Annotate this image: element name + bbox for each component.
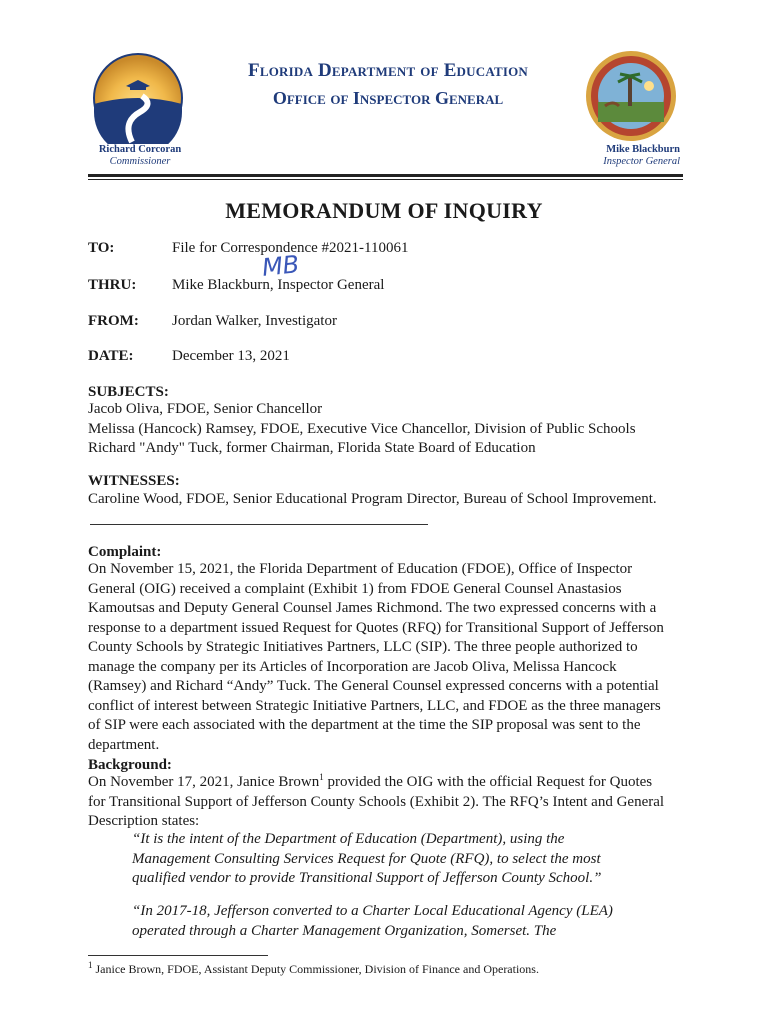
complaint-line: General (OIG) received a complaint (Exhibit 1) from FDOE General Counsel Anastasios xyxy=(88,580,622,597)
footnote xyxy=(88,962,539,977)
quote-line: qualified vendor to provide Transitional Support of Jefferson County School.” xyxy=(132,870,602,886)
witness-item: Caroline Wood, FDOE, Senior Educational Program Director, Bureau of School Improvement. xyxy=(88,491,657,507)
to-label: TO: xyxy=(88,240,115,256)
state-of-florida-seal xyxy=(585,50,677,142)
complaint-line: response to a department issued Request for Quotes (RFQ) for Transitional Support of Jefferson xyxy=(88,619,664,636)
subjects-heading: SUBJECTS: xyxy=(88,384,169,400)
inspector-general-name: Mike Blackburn xyxy=(606,144,680,155)
witnesses-heading: WITNESSES: xyxy=(88,473,180,489)
complaint-heading: Complaint: xyxy=(88,544,162,560)
background-line1-end: provided the OIG with the official Request for Quotes xyxy=(323,774,653,790)
footnote-marker: 1 xyxy=(88,960,93,970)
complaint-line: (Ramsey) and Richard “Andy” Tuck. The General Counsel expressed concerns with a potential xyxy=(88,678,659,694)
rfq-quote-2 xyxy=(132,902,692,941)
header-rule-thin xyxy=(88,179,683,180)
background-line1-start: On November 17, 2021, Janice Brown xyxy=(88,774,320,790)
footnote-ref: 1 xyxy=(319,772,324,782)
quote-line: Management Consulting Services Request for Quote (RFQ), to select the most xyxy=(132,850,601,867)
footnote-text: Janice Brown, FDOE, Assistant Deputy Commissioner, Division of Finance and Operations. xyxy=(92,962,539,976)
commissioner-name: Richard Corcoran xyxy=(98,144,182,155)
subject-item: Melissa (Hancock) Ramsey, FDOE, Executive Vice Chancellor, Division of Public Schools xyxy=(88,420,636,437)
fdoe-logo-seal xyxy=(92,52,184,144)
quote-line: operated through a Charter Management Organization, Somerset. The xyxy=(132,922,557,939)
to-value: File for Correspondence #2021-110061 xyxy=(172,240,409,256)
complaint-line: conflict of interest between Strategic Initiative Partners, LLC, and FDOE as the three managers xyxy=(88,697,661,714)
background-line: for Transitional Support of Jefferson County Schools (Exhibit 2). The RFQ’s Intent and General xyxy=(88,793,665,810)
witnesses-list xyxy=(88,490,688,510)
from-value: Jordan Walker, Investigator xyxy=(172,313,337,329)
handwritten-initials: MB xyxy=(260,250,301,282)
commissioner-title: Commissioner xyxy=(109,156,171,167)
background-line xyxy=(88,773,688,793)
department-name: Florida Department of Education xyxy=(248,60,528,81)
quote-line: “In 2017-18, Jefferson converted to a Charter Local Educational Agency (LEA) xyxy=(132,903,613,919)
subject-item: Jacob Oliva, FDOE, Senior Chancellor xyxy=(88,401,323,417)
complaint-line: manage the company per its Articles of Incorporation are Jacob Oliva, Melissa Hancock xyxy=(88,658,617,675)
rfq-quote-1 xyxy=(132,830,692,889)
header-rule-thick xyxy=(88,174,683,177)
date-value: December 13, 2021 xyxy=(172,348,290,364)
background-heading: Background: xyxy=(88,757,172,773)
date-label: DATE: xyxy=(88,348,134,364)
complaint-line: department. xyxy=(88,736,160,753)
subject-item: Richard "Andy" Tuck, former Chairman, Florida State Board of Education xyxy=(88,440,536,456)
thru-value: Mike Blackburn, Inspector General xyxy=(172,277,385,293)
thru-label: THRU: xyxy=(88,277,137,293)
office-name: Office of Inspector General xyxy=(272,88,504,108)
background-line: Description states: xyxy=(88,813,200,829)
complaint-line: On November 15, 2021, the Florida Department of Education (FDOE), Office of Inspector xyxy=(88,561,633,577)
complaint-body xyxy=(88,560,688,755)
complaint-line: County Schools by Strategic Initiatives Partners, LLC (SIP). The three people authorized to xyxy=(88,639,638,655)
footnote-rule xyxy=(88,955,268,956)
complaint-line: of SIP were each associated with the department at the time the SIP proposal was sent to the xyxy=(88,717,641,733)
background-body xyxy=(88,773,688,832)
from-label: FROM: xyxy=(88,313,139,329)
section-divider xyxy=(90,524,428,525)
inspector-general-title: Inspector General xyxy=(603,156,680,167)
quote-line: “It is the intent of the Department of Education (Department), using the xyxy=(132,831,565,847)
subjects-list xyxy=(88,400,688,459)
complaint-line: Kamoutsas and Deputy General Counsel James Richmond. The two expressed concerns with a xyxy=(88,600,657,616)
memo-title: MEMORANDUM OF INQUIRY xyxy=(225,198,543,223)
